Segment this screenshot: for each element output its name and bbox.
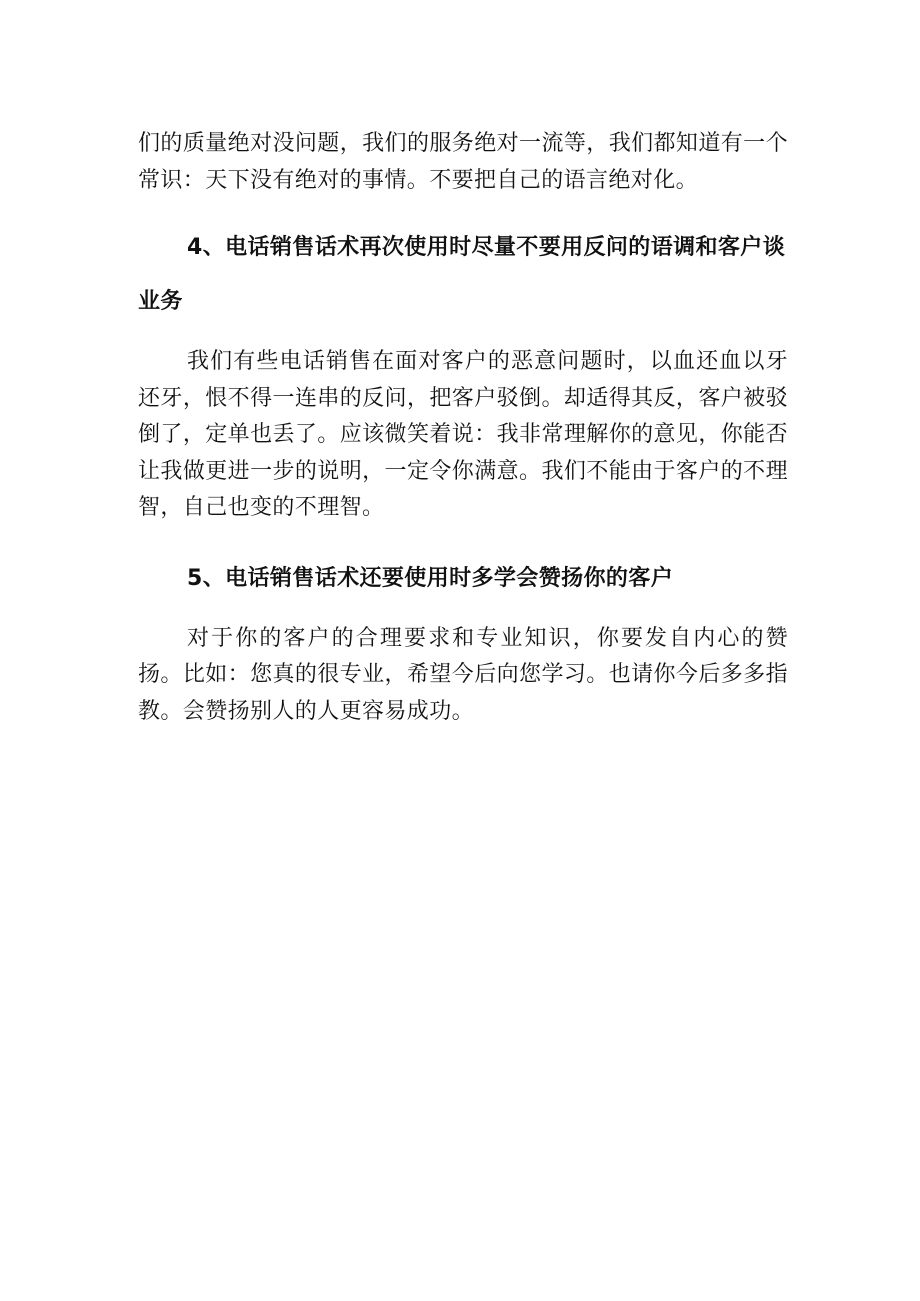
section-heading-4: 4、电话销售话术再次使用时尽量不要用反问的语调和客户谈业务 (138, 235, 786, 314)
spacer (138, 527, 788, 552)
paragraph-continuation: 们的质量绝对没问题，我们的服务绝对一流等，我们都知道有一个常识：天下没有绝对的事情。不要把自己的语言绝对化。 (138, 131, 788, 193)
spacer (138, 606, 788, 621)
spacer (138, 329, 788, 344)
paragraph-rhetorical-questions: 我们有些电话销售在面对客户的恶意问题时，以血还血以牙还牙，恨不得一连串的反问，把客户驳倒。却适得其反，客户被驳倒了，定单也丢了。应该微笑着说：我非常理解你的意见，你能否让我做更进一步的说明，一定令你满意。我们不能由于客户的不理智，自己也变的不理智。 (138, 349, 788, 520)
section-heading-5: 5、电话销售话术还要使用时多学会赞扬你的客户 (187, 565, 674, 591)
spacer (138, 199, 788, 221)
document-page (138, 126, 788, 730)
paragraph-praise-customer: 对于你的客户的合理要求和专业知识，你要发自内心的赞扬。比如：您真的很专业，希望今后向您学习。也请你今后多多指教。会赞扬别人的人更容易成功。 (138, 625, 788, 724)
